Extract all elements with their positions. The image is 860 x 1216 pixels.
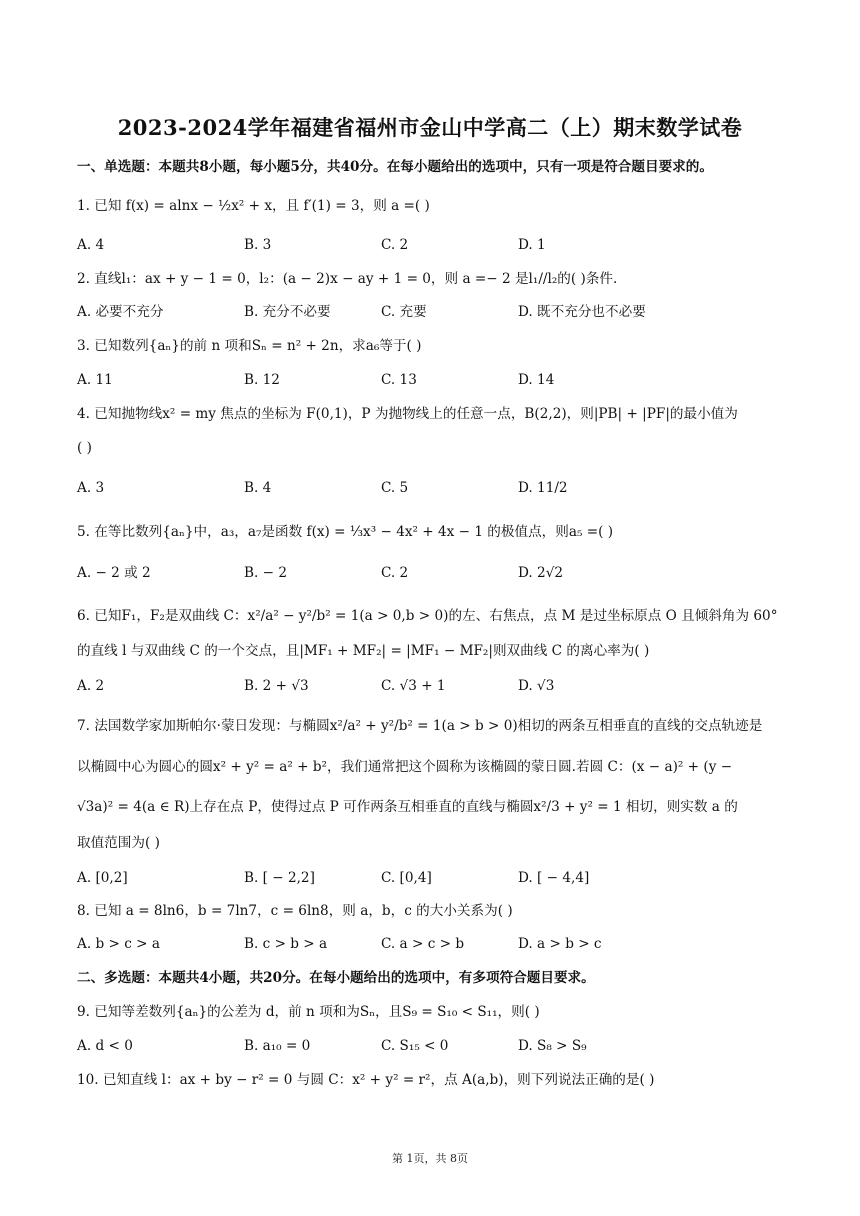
q8-option-d: D. a > b > c: [518, 936, 602, 952]
q1-option-c: C. 2: [381, 237, 409, 253]
q4-option-c: C. 5: [381, 480, 409, 496]
q3-option-a: A. 11: [77, 372, 113, 388]
question-6-stem-cont: 的直线 l 与双曲线 C 的一个交点，且|MF₁ + MF₂| = |MF₁ − MF₂|则双曲线 C 的离心率为( ): [77, 643, 650, 659]
q6-option-a: A. 2: [77, 678, 105, 694]
q9-option-d: D. S₈ > S₉: [518, 1038, 587, 1054]
q3-option-c: C. 13: [381, 372, 417, 388]
q9-option-c: C. S₁₅ < 0: [381, 1038, 449, 1054]
q4-option-d: D. 11/2: [518, 480, 568, 496]
question-2-stem: 2. 直线l₁：ax + y − 1 = 0，l₂：(a − 2)x − ay + 1 = 0，则 a =− 2 是l₁//l₂的( )条件.: [77, 271, 618, 287]
q4-option-a: A. 3: [77, 480, 105, 496]
q8-option-c: C. a > c > b: [381, 936, 465, 952]
q7-option-c: C. [0,4]: [381, 870, 432, 886]
q3-option-b: B. 12: [244, 372, 280, 388]
question-7-stem-cont-3: 取值范围为( ): [77, 835, 160, 851]
question-6-stem: 6. 已知F₁，F₂是双曲线 C：x²/a² − y²/b² = 1(a > 0,b > 0)的左、右焦点，点 M 是过坐标原点 O 且倾斜角为 60°: [77, 608, 778, 624]
q1-option-a: A. 4: [77, 237, 105, 253]
q5-option-c: C. 2: [381, 565, 409, 581]
q1-option-b: B. 3: [244, 237, 272, 253]
q7-option-b: B. [ − 2,2]: [244, 870, 315, 886]
q2-option-c: C. 充要: [381, 304, 427, 320]
q2-option-b: B. 充分不必要: [244, 304, 331, 320]
q6-option-d: D. √3: [518, 678, 555, 694]
question-5-stem: 5. 在等比数列{aₙ}中，a₃，a₇是函数 f(x) = ⅓x³ − 4x² + 4x − 1 的极值点，则a₅ =( ): [77, 524, 614, 540]
question-7-stem: 7. 法国数学家加斯帕尔·蒙日发现：与椭圆x²/a² + y²/b² = 1(a > b > 0)相切的两条互相垂直的直线的交点轨迹是: [77, 718, 763, 734]
question-7-stem-cont-1: 以椭圆中心为圆心的圆x² + y² = a² + b²，我们通常把这个圆称为该椭圆的蒙日圆.若圆 C：(x − a)² + (y −: [77, 759, 733, 775]
q6-option-b: B. 2 + √3: [244, 678, 309, 694]
q7-option-a: A. [0,2]: [77, 870, 128, 886]
section-single-choice-heading: 一、单选题：本题共8小题，每小题5分，共40分。在每小题给出的选项中，只有一项是符合题目要求的。: [77, 159, 713, 175]
q2-option-a: A. 必要不充分: [77, 304, 164, 320]
q7-option-d: D. [ − 4,4]: [518, 870, 590, 886]
question-9-stem: 9. 已知等差数列{aₙ}的公差为 d，前 n 项和为Sₙ，且S₉ = S₁₀ < S₁₁，则( ): [77, 1004, 540, 1020]
question-7-stem-cont-2: √3a)² = 4(a ∈ R)上存在点 P，使得过点 P 可作两条互相垂直的直线与椭圆x²/3 + y² = 1 相切，则实数 a 的: [77, 799, 738, 815]
q8-option-b: B. c > b > a: [244, 936, 328, 952]
question-8-stem: 8. 已知 a = 8ln6，b = 7ln7，c = 6ln8，则 a，b，c 的大小关系为( ): [77, 903, 513, 919]
q6-option-c: C. √3 + 1: [381, 678, 446, 694]
q9-option-a: A. d < 0: [77, 1038, 133, 1054]
q4-option-b: B. 4: [244, 480, 272, 496]
q9-option-b: B. a₁₀ = 0: [244, 1038, 311, 1054]
q5-option-b: B. − 2: [244, 565, 287, 581]
page-footer: 第 1页，共 8页: [392, 1152, 468, 1165]
q8-option-a: A. b > c > a: [77, 936, 160, 952]
q1-option-d: D. 1: [518, 237, 546, 253]
question-10-stem: 10. 已知直线 l：ax + by − r² = 0 与圆 C：x² + y² = r²，点 A(a,b)，则下列说法正确的是( ): [77, 1072, 655, 1088]
question-4-stem-cont: ( ): [77, 440, 92, 456]
exam-title: 2023-2024学年福建省福州市金山中学高二（上）期末数学试卷: [117, 115, 743, 140]
q2-option-d: D. 既不充分也不必要: [518, 304, 646, 320]
q3-option-d: D. 14: [518, 372, 555, 388]
question-1-stem: 1. 已知 f(x) = alnx − ½x² + x，且 f′(1) = 3，则 a =( ): [77, 198, 430, 214]
q5-option-d: D. 2√2: [518, 565, 564, 581]
question-4-stem: 4. 已知抛物线x² = my 焦点的坐标为 F(0,1)，P 为抛物线上的任意一点，B(2,2)，则|PB| + |PF|的最小值为: [77, 406, 738, 422]
section-multiple-choice-heading: 二、多选题：本题共4小题，共20分。在每小题给出的选项中，有多项符合题目要求。: [77, 970, 595, 986]
question-3-stem: 3. 已知数列{aₙ}的前 n 项和Sₙ = n² + 2n，求a₆等于( ): [77, 338, 422, 354]
q5-option-a: A. − 2 或 2: [77, 565, 151, 581]
